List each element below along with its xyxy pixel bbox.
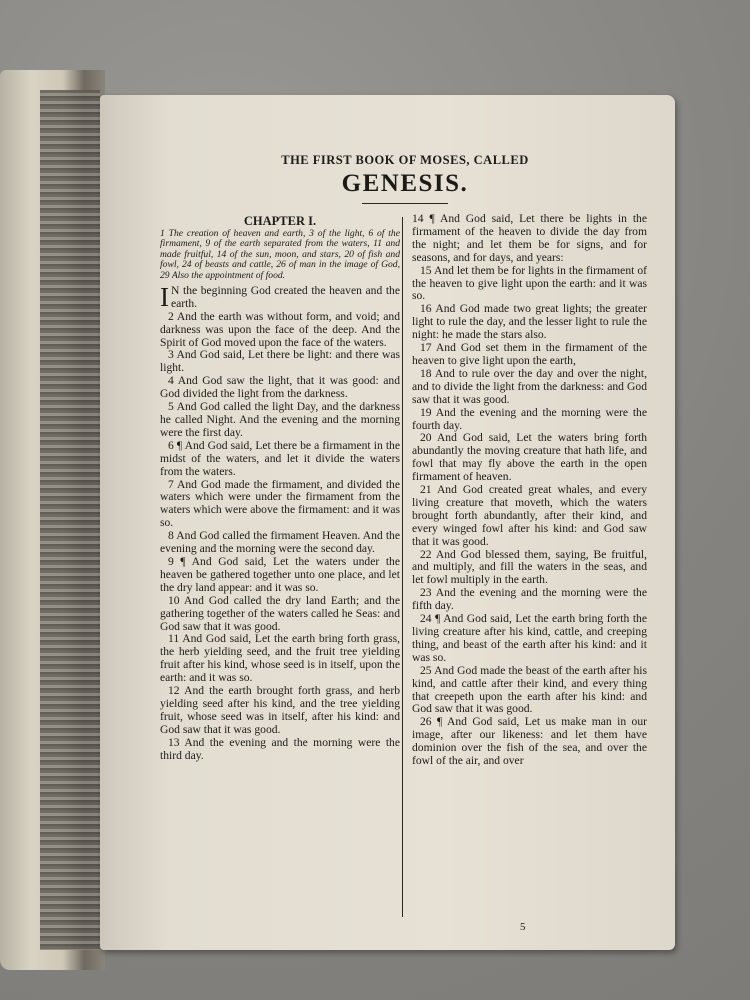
verse-6: 6 ¶ And God said, Let there be a firmament in the midst of the waters, and let it divide the waters from the waters.	[160, 438, 400, 478]
chapter-summary: 1 The creation of heaven and earth, 3 of the light, 6 of the firmament, 9 of the earth separated from the waters, 11 and made fruitful, 14 of the sun, moon, and stars, 20 of fish and fowl, 24 of beasts and cattle, 26 of man in the image of God, 29 Also the appointment of food.	[160, 227, 400, 281]
verse-8: 8 And God called the firmament Heaven. And the evening and the morning were the second day.	[160, 529, 400, 556]
verse-3: 3 And God said, Let there be light: and there was light.	[160, 348, 400, 375]
verse-7: 7 And God made the firmament, and divided the waters which were under the firmament from the waters which were above the firmament: and it was so.	[160, 477, 400, 530]
drop-cap: I	[160, 281, 169, 312]
verse-12: 12 And the earth brought forth grass, and herb yielding seed after his kind, and the tree yielding fruit, whose seed was in itself, after his kind: and God saw that it was good.	[160, 684, 400, 736]
verse-16: 16 And God made two great lights; the greater light to rule the day, and the lesser light to rule the night: he made the stars also.	[412, 302, 647, 342]
verse-14: 14 ¶ And God said, Let there be lights in the firmament of the heaven to divide the day from the night; and let them be for signs, and for seasons, and for days, and years:	[412, 212, 647, 264]
verse-24: 24 ¶ And God said, Let the earth bring forth the living creature after his kind, cattle, and creeping thing, and beast of the earth after his kind: and it was so.	[412, 612, 647, 664]
verse-25: 25 And God made the beast of the earth after his kind, and cattle after their kind, and every thing that creepeth upon the earth after his kind: and God saw that it was good.	[412, 663, 647, 716]
verse-10: 10 And God called the dry land Earth; and the gathering together of the waters called he Seas: and God saw that it was good.	[160, 593, 400, 633]
verse-2: 2 And the earth was without form, and void; and darkness was upon the face of the deep. And the Spirit of God moved upon the face of the waters.	[160, 309, 400, 349]
verse-11: 11 And God said, Let the earth bring forth grass, the herb yielding seed, and the fruit tree yielding fruit after his kind, whose seed is in itself, upon the earth: and it was so.	[160, 632, 400, 685]
book-title: GENESIS.	[341, 170, 469, 197]
verse-13: 13 And the evening and the morning were the third day.	[160, 735, 400, 762]
page-edges	[40, 90, 100, 950]
title-rule	[362, 203, 448, 204]
verse-1	[160, 281, 400, 312]
right-column	[412, 213, 647, 768]
verse-23: 23 And the evening and the morning were the fifth day.	[412, 586, 647, 613]
verse-text: N the beginning God created the heaven and the earth.	[171, 283, 400, 310]
running-title: THE FIRST BOOK OF MOSES, CALLED	[281, 153, 529, 167]
left-column	[160, 213, 400, 762]
verse-15: 15 And let them be for lights in the firmament of the heaven to give light upon the earth: and it was so.	[412, 263, 647, 303]
page-number: 5	[520, 921, 526, 933]
verse-4: 4 And God saw the light, that it was good: and God divided the light from the darkness.	[160, 374, 400, 401]
column-divider	[402, 217, 403, 917]
chapter-heading: CHAPTER I.	[243, 214, 317, 228]
verse-21: 21 And God created great whales, and every living creature that moveth, which the waters brought forth abundantly, after their kind, and every winged fowl after his kind: and God saw that it was good.	[412, 483, 647, 548]
verse-5: 5 And God called the light Day, and the darkness he called Night. And the evening and the morning were the first day.	[160, 400, 400, 439]
verse-26: 26 ¶ And God said, Let us make man in our image, after our likeness: and let them have dominion over the fish of the sea, and over the fowl of the air, and over	[412, 715, 647, 768]
verse-22: 22 And God blessed them, saying, Be fruitful, and multiply, and fill the waters in the seas, and let fowl multiply in the earth.	[412, 547, 647, 587]
verse-19: 19 And the evening and the morning were the fourth day.	[412, 405, 647, 432]
verse-20: 20 And God said, Let the waters bring forth abundantly the moving creature that hath life, and fowl that may fly above the earth in the open firmament of heaven.	[412, 431, 647, 484]
verse-9: 9 ¶ And God said, Let the waters under the heaven be gathered together unto one place, and let the dry land appear: and it was so.	[160, 554, 400, 594]
verse-17: 17 And God set them in the firmament of the heaven to give light upon the earth,	[412, 341, 647, 367]
verse-18: 18 And to rule over the day and over the night, and to divide the light from the darkness: and God saw that it was good.	[412, 366, 647, 406]
bible-page	[100, 95, 675, 950]
